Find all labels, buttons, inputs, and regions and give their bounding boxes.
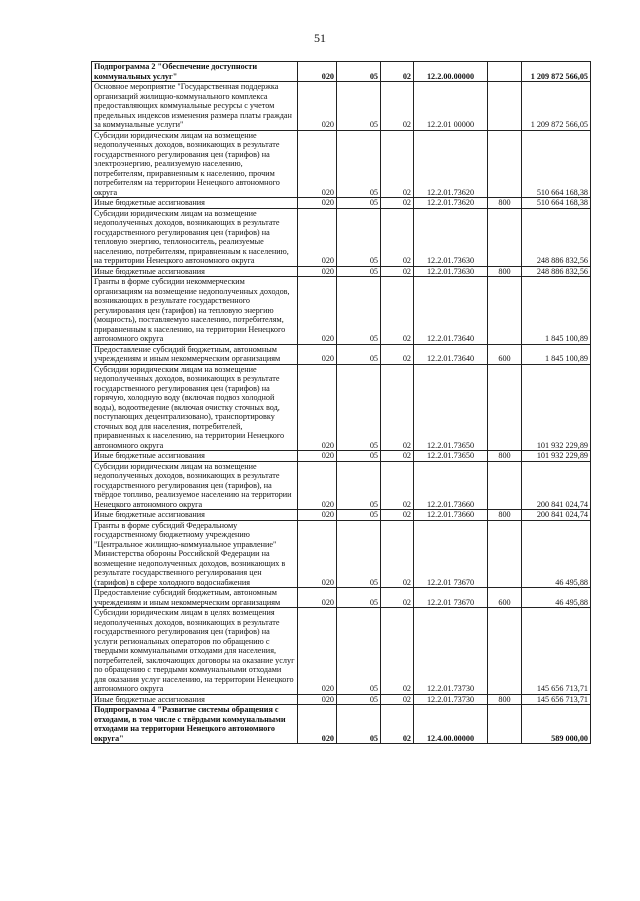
row-ministry-code: 020 [298,705,337,744]
row-ministry-code: 020 [298,461,337,510]
row-expense-type [488,208,522,266]
table-row [92,198,591,209]
row-name: Предоставление субсидий бюджетным, автономным учреждениям и иным некоммерческим организациям [92,344,298,364]
row-section-code: 05 [337,198,381,209]
row-target-code: 12.4.00.00000 [414,705,488,744]
row-ministry-code: 020 [298,62,337,82]
row-expense-type [488,277,522,345]
row-name: Иные бюджетные ассигнования [92,198,298,209]
row-ministry-code: 020 [298,451,337,462]
row-name: Подпрограмма 4 "Развитие системы обращения с отходами, в том числе с твёрдыми коммунальными отходами на территории Ненецкого автономного округа" [92,705,298,744]
row-subsection-code: 02 [381,705,414,744]
row-target-code: 12.2.01.73650 [414,364,488,451]
row-ministry-code: 020 [298,588,337,608]
row-section-code: 05 [337,451,381,462]
row-amount: 1 209 872 566,05 [522,62,591,82]
row-name: Иные бюджетные ассигнования [92,510,298,521]
row-section-code: 05 [337,705,381,744]
row-ministry-code: 020 [298,208,337,266]
row-subsection-code: 02 [381,344,414,364]
row-amount: 200 841 024,74 [522,510,591,521]
row-amount: 248 886 832,56 [522,266,591,277]
row-name: Субсидии юридическим лицам на возмещение недополученных доходов, возникающих в результате государственного регулирования цен (тарифов), на твёрдое топливо, реализуемое населению на территории Ненецкого автономного округа [92,461,298,510]
table-row [92,461,591,510]
table-row [92,277,591,345]
row-target-code: 12.2.01.73660 [414,461,488,510]
row-amount: 1 209 872 566,05 [522,82,591,131]
row-section-code: 05 [337,364,381,451]
row-amount: 101 932 229,89 [522,364,591,451]
row-subsection-code: 02 [381,277,414,345]
row-ministry-code: 020 [298,520,337,588]
row-name: Иные бюджетные ассигнования [92,266,298,277]
table-row [92,364,591,451]
row-ministry-code: 020 [298,694,337,705]
row-ministry-code: 020 [298,82,337,131]
row-section-code: 05 [337,461,381,510]
row-section-code: 05 [337,277,381,345]
table-row [92,451,591,462]
row-expense-type [488,608,522,695]
row-target-code: 12.2.01.73650 [414,451,488,462]
row-ministry-code: 020 [298,608,337,695]
row-target-code: 12.2.01.73730 [414,608,488,695]
row-expense-type: 800 [488,510,522,521]
row-name: Иные бюджетные ассигнования [92,451,298,462]
row-subsection-code: 02 [381,82,414,131]
row-name: Субсидии юридическим лицам на возмещение недополученных доходов, возникающих в результате государственного регулирования цен (тарифов) на тепловую энергию, теплоноситель, реализуемые населению, потребителям, приравненным к населению, на территории Ненецкого автономного округа [92,208,298,266]
row-amount: 145 656 713,71 [522,694,591,705]
row-ministry-code: 020 [298,277,337,345]
row-subsection-code: 02 [381,694,414,705]
row-amount: 589 000,00 [522,705,591,744]
row-expense-type: 800 [488,198,522,209]
row-ministry-code: 020 [298,198,337,209]
row-subsection-code: 02 [381,510,414,521]
row-section-code: 05 [337,208,381,266]
row-target-code: 12.2.01.73640 [414,277,488,345]
table-row [92,694,591,705]
row-section-code: 05 [337,344,381,364]
row-target-code: 12.2.01 73670 [414,588,488,608]
row-expense-type [488,364,522,451]
row-expense-type: 800 [488,266,522,277]
table-row [92,588,591,608]
table-row [92,705,591,744]
row-expense-type: 800 [488,694,522,705]
row-section-code: 05 [337,82,381,131]
table-row [92,62,591,82]
row-section-code: 05 [337,608,381,695]
row-target-code: 12.2.01.73620 [414,130,488,198]
row-target-code: 12.2.01.73630 [414,208,488,266]
row-amount: 101 932 229,89 [522,451,591,462]
row-subsection-code: 02 [381,130,414,198]
row-ministry-code: 020 [298,364,337,451]
row-subsection-code: 02 [381,266,414,277]
row-amount: 200 841 024,74 [522,461,591,510]
row-section-code: 05 [337,588,381,608]
row-amount: 1 845 100,89 [522,277,591,345]
table-row [92,266,591,277]
row-section-code: 05 [337,520,381,588]
row-section-code: 05 [337,62,381,82]
row-subsection-code: 02 [381,520,414,588]
row-ministry-code: 020 [298,344,337,364]
table-row [92,130,591,198]
row-amount: 1 845 100,89 [522,344,591,364]
row-amount: 145 656 713,71 [522,608,591,695]
row-expense-type: 600 [488,588,522,608]
row-section-code: 05 [337,510,381,521]
row-amount: 510 664 168,38 [522,198,591,209]
row-subsection-code: 02 [381,461,414,510]
row-ministry-code: 020 [298,510,337,521]
table-row [92,520,591,588]
row-section-code: 05 [337,130,381,198]
row-ministry-code: 020 [298,130,337,198]
row-name: Гранты в форме субсидий Федеральному государственному бюджетному учреждению "Центральное жилищно-коммунальное управление" Министерства обороны Российской Федерации на возмещение недополученных доходов, возникающих в результате государственного регулирования цен (тарифов) в сфере холодного водоснабжения [92,520,298,588]
row-name: Иные бюджетные ассигнования [92,694,298,705]
row-name: Субсидии юридическим лицам на возмещение недополученных доходов, возникающих в результате государственного регулирования цен (тарифов) на горячую, холодную воду (включая подвоз холодной воды), водоотведение (включая очистку сточных вод, поступающих децентрализовано), транспортировку сточных вод для населения, потребителей, приравненных к населению, на территории Ненецкого автономного округа [92,364,298,451]
row-expense-type [488,82,522,131]
row-expense-type: 800 [488,451,522,462]
row-name: Гранты в форме субсидии некоммерческим организациям на возмещение недополученных доходов, возникающих в результате государственного регулирования цен (тарифов) на тепловую энергию (мощность), поставляемую населению, потребителям, приравненным к населению, на территории Ненецкого автономного округа [92,277,298,345]
row-target-code: 12.2.01.73640 [414,344,488,364]
table-row [92,82,591,131]
table-row [92,344,591,364]
row-expense-type [488,461,522,510]
row-section-code: 05 [337,694,381,705]
row-subsection-code: 02 [381,364,414,451]
row-subsection-code: 02 [381,198,414,209]
row-expense-type: 600 [488,344,522,364]
table-row [92,208,591,266]
table-row [92,510,591,521]
row-subsection-code: 02 [381,608,414,695]
table-row [92,608,591,695]
budget-table [91,61,591,744]
row-target-code: 12.2.01.73630 [414,266,488,277]
row-section-code: 05 [337,266,381,277]
row-expense-type [488,62,522,82]
row-target-code: 12.2.01.73730 [414,694,488,705]
row-name: Основное мероприятие "Государственная поддержка организаций жилищно-коммунального комплекса предоставляющих коммунальные ресурсы с учетом предельных индексов изменения размера платы граждан за коммунальные услуги" [92,82,298,131]
row-name: Предоставление субсидий бюджетным, автономным учреждениям и иным некоммерческим организациям [92,588,298,608]
row-target-code: 12.2.01 00000 [414,82,488,131]
row-expense-type [488,130,522,198]
row-name: Подпрограмма 2 "Обеспечение доступности коммунальных услуг" [92,62,298,82]
page-number: 51 [314,31,326,45]
row-amount: 510 664 168,38 [522,130,591,198]
row-expense-type [488,705,522,744]
row-name: Субсидии юридическим лицам на возмещение недополученных доходов, возникающих в результате государственного регулирования цен (тарифов) на электроэнергию, реализуемую населению, потребителям, приравненным к населению, прочим потребителям на территории Ненецкого автономного округа [92,130,298,198]
row-target-code: 12.2.01.73620 [414,198,488,209]
row-ministry-code: 020 [298,266,337,277]
row-target-code: 12.2.01 73670 [414,520,488,588]
row-target-code: 12.2.00.00000 [414,62,488,82]
row-target-code: 12.2.01.73660 [414,510,488,521]
row-subsection-code: 02 [381,588,414,608]
row-amount: 248 886 832,56 [522,208,591,266]
row-expense-type [488,520,522,588]
row-name: Субсидии юридическим лицам в целях возмещения недополученных доходов, возникающих в результате государственного регулирования цен (тарифов) на услуги региональных операторов по обращению с твердыми коммунальными отходами для населения, потребителей, заключающих договоры на оказание услуг по обращению с твердыми коммунальными отходами для оказания услуг населению, на территории Ненецкого автономного округа [92,608,298,695]
row-subsection-code: 02 [381,208,414,266]
row-amount: 46 495,88 [522,588,591,608]
budget-table-body [92,62,591,744]
row-subsection-code: 02 [381,451,414,462]
row-amount: 46 495,88 [522,520,591,588]
row-subsection-code: 02 [381,62,414,82]
